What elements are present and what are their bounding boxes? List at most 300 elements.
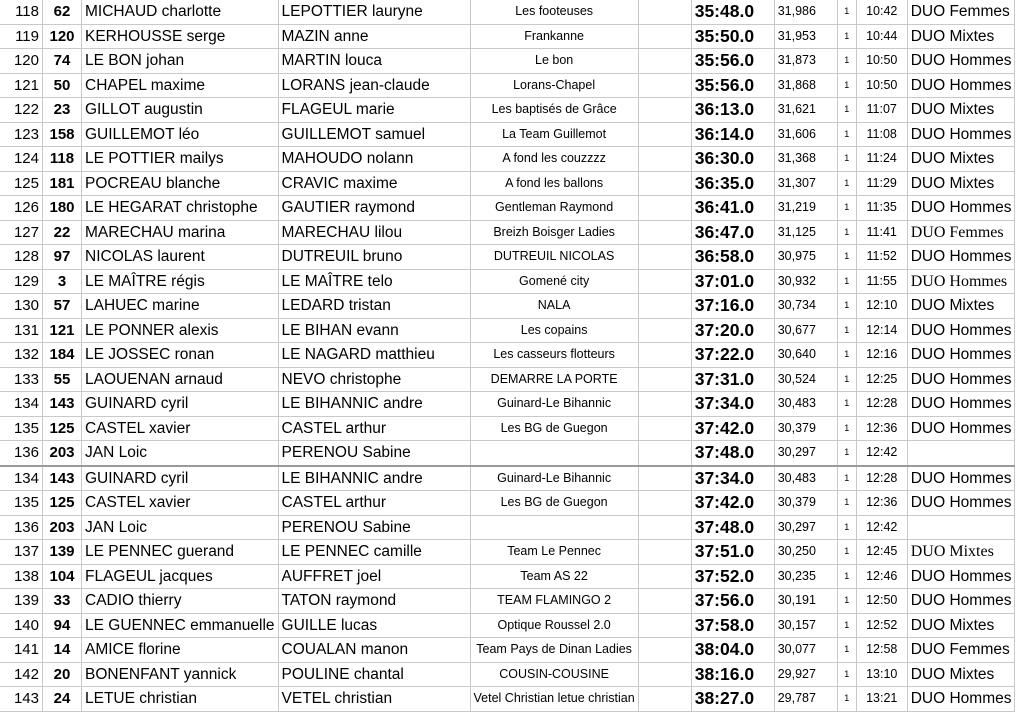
runner2-cell: AUFFRET joel [278, 564, 470, 589]
bib-cell: 181 [43, 171, 82, 196]
category-cell: DUO Hommes [907, 491, 1015, 516]
bib-cell: 3 [43, 269, 82, 294]
table-row [0, 564, 1015, 589]
gap-time-cell: 11:24 [856, 147, 907, 172]
bib-cell: 14 [43, 638, 82, 663]
rank-cell: 121 [0, 73, 43, 98]
gap-time-cell: 10:50 [856, 73, 907, 98]
speed-cell: 30,640 [774, 343, 837, 368]
team-cell: Team Le Pennec [470, 540, 638, 565]
time-cell: 38:04.0 [691, 638, 774, 663]
count-cell: 1 [837, 613, 856, 638]
runner2-cell: PERENOU Sabine [278, 441, 470, 466]
time-cell: 35:56.0 [691, 73, 774, 98]
empty-cell [638, 245, 691, 270]
empty-cell [638, 515, 691, 540]
count-cell: 1 [837, 416, 856, 441]
runner1-cell: CADIO thierry [82, 589, 279, 614]
rank-cell: 143 [0, 687, 43, 712]
count-cell: 1 [837, 220, 856, 245]
rank-cell: 140 [0, 613, 43, 638]
bib-cell: 55 [43, 367, 82, 392]
time-cell: 36:58.0 [691, 245, 774, 270]
table-row [0, 638, 1015, 663]
category-cell: DUO Hommes [907, 269, 1015, 294]
rank-cell: 133 [0, 367, 43, 392]
count-cell: 1 [837, 441, 856, 466]
table-row [0, 515, 1015, 540]
category-cell: DUO Mixtes [907, 147, 1015, 172]
rank-cell: 141 [0, 638, 43, 663]
team-cell: Les copains [470, 318, 638, 343]
time-cell: 37:34.0 [691, 392, 774, 417]
bib-cell: 23 [43, 98, 82, 123]
bib-cell: 94 [43, 613, 82, 638]
team-cell: Le bon [470, 49, 638, 74]
time-cell: 37:58.0 [691, 613, 774, 638]
rank-cell: 136 [0, 515, 43, 540]
runner2-cell: LE BIHAN evann [278, 318, 470, 343]
runner1-cell: NICOLAS laurent [82, 245, 279, 270]
runner2-cell: LEDARD tristan [278, 294, 470, 319]
gap-time-cell: 10:42 [856, 0, 907, 24]
runner1-cell: MARECHAU marina [82, 220, 279, 245]
runner1-cell: GUILLEMOT léo [82, 122, 279, 147]
runner2-cell: MAHOUDO nolann [278, 147, 470, 172]
runner1-cell: GUINARD cyril [82, 466, 279, 491]
runner2-cell: CASTEL arthur [278, 491, 470, 516]
team-cell [470, 515, 638, 540]
empty-cell [638, 49, 691, 74]
gap-time-cell: 12:50 [856, 589, 907, 614]
runner2-cell: LE BIHANNIC andre [278, 392, 470, 417]
runner1-cell: KERHOUSSE serge [82, 24, 279, 49]
speed-cell: 31,125 [774, 220, 837, 245]
team-cell: Frankanne [470, 24, 638, 49]
table-row [0, 196, 1015, 221]
runner1-cell: LE MAÎTRE régis [82, 269, 279, 294]
category-cell: DUO Hommes [907, 466, 1015, 491]
gap-time-cell: 11:29 [856, 171, 907, 196]
count-cell: 1 [837, 540, 856, 565]
time-cell: 37:34.0 [691, 466, 774, 491]
runner1-cell: AMICE florine [82, 638, 279, 663]
runner1-cell: LE PENNEC guerand [82, 540, 279, 565]
table-row [0, 122, 1015, 147]
runner2-cell: NEVO christophe [278, 367, 470, 392]
runner2-cell: POULINE chantal [278, 662, 470, 687]
rank-cell: 142 [0, 662, 43, 687]
count-cell: 1 [837, 294, 856, 319]
speed-cell: 31,606 [774, 122, 837, 147]
speed-cell: 31,621 [774, 98, 837, 123]
category-cell: DUO Hommes [907, 564, 1015, 589]
table-row [0, 613, 1015, 638]
time-cell: 37:48.0 [691, 441, 774, 466]
runner1-cell: CHAPEL maxime [82, 73, 279, 98]
gap-time-cell: 12:25 [856, 367, 907, 392]
bib-cell: 139 [43, 540, 82, 565]
rank-cell: 126 [0, 196, 43, 221]
team-cell: Team Pays de Dinan Ladies [470, 638, 638, 663]
count-cell: 1 [837, 98, 856, 123]
empty-cell [638, 294, 691, 319]
runner2-cell: TATON raymond [278, 589, 470, 614]
bib-cell: 50 [43, 73, 82, 98]
empty-cell [638, 269, 691, 294]
count-cell: 1 [837, 49, 856, 74]
table-row [0, 343, 1015, 368]
rank-cell: 118 [0, 0, 43, 24]
gap-time-cell: 12:36 [856, 491, 907, 516]
count-cell: 1 [837, 589, 856, 614]
table-row [0, 171, 1015, 196]
table-row [0, 491, 1015, 516]
runner1-cell: JAN Loic [82, 515, 279, 540]
empty-cell [638, 564, 691, 589]
category-cell: DUO Femmes [907, 220, 1015, 245]
category-cell: DUO Hommes [907, 687, 1015, 712]
team-cell: Team AS 22 [470, 564, 638, 589]
speed-cell: 31,953 [774, 24, 837, 49]
rank-cell: 131 [0, 318, 43, 343]
team-cell: Gomené city [470, 269, 638, 294]
count-cell: 1 [837, 367, 856, 392]
gap-time-cell: 12:10 [856, 294, 907, 319]
runner1-cell: GUINARD cyril [82, 392, 279, 417]
rank-cell: 124 [0, 147, 43, 172]
empty-cell [638, 0, 691, 24]
time-cell: 37:52.0 [691, 564, 774, 589]
bib-cell: 118 [43, 147, 82, 172]
category-cell: DUO Hommes [907, 318, 1015, 343]
count-cell: 1 [837, 122, 856, 147]
team-cell: DUTREUIL NICOLAS [470, 245, 638, 270]
empty-cell [638, 73, 691, 98]
runner2-cell: LE BIHANNIC andre [278, 466, 470, 491]
count-cell: 1 [837, 269, 856, 294]
runner1-cell: CASTEL xavier [82, 416, 279, 441]
speed-cell: 31,873 [774, 49, 837, 74]
runner2-cell: LE PENNEC camille [278, 540, 470, 565]
gap-time-cell: 13:21 [856, 687, 907, 712]
category-cell: DUO Hommes [907, 589, 1015, 614]
team-cell: NALA [470, 294, 638, 319]
speed-cell: 31,868 [774, 73, 837, 98]
runner1-cell: LE POTTIER mailys [82, 147, 279, 172]
empty-cell [638, 147, 691, 172]
gap-time-cell: 12:42 [856, 441, 907, 466]
count-cell: 1 [837, 196, 856, 221]
speed-cell: 30,297 [774, 441, 837, 466]
category-cell [907, 441, 1015, 466]
runner2-cell: GUILLEMOT samuel [278, 122, 470, 147]
rank-cell: 134 [0, 392, 43, 417]
gap-time-cell: 12:58 [856, 638, 907, 663]
time-cell: 37:22.0 [691, 343, 774, 368]
table-row [0, 294, 1015, 319]
category-cell: DUO Mixtes [907, 294, 1015, 319]
time-cell: 37:42.0 [691, 491, 774, 516]
team-cell: A fond les ballons [470, 171, 638, 196]
bib-cell: 125 [43, 491, 82, 516]
bib-cell: 57 [43, 294, 82, 319]
bib-cell: 203 [43, 515, 82, 540]
team-cell: Optique Roussel 2.0 [470, 613, 638, 638]
speed-cell: 30,297 [774, 515, 837, 540]
gap-time-cell: 11:35 [856, 196, 907, 221]
time-cell: 36:41.0 [691, 196, 774, 221]
runner2-cell: MAZIN anne [278, 24, 470, 49]
bib-cell: 120 [43, 24, 82, 49]
table-row [0, 98, 1015, 123]
count-cell: 1 [837, 638, 856, 663]
count-cell: 1 [837, 245, 856, 270]
runner1-cell: LE JOSSEC ronan [82, 343, 279, 368]
table-row [0, 147, 1015, 172]
gap-time-cell: 11:52 [856, 245, 907, 270]
category-cell: DUO Mixtes [907, 613, 1015, 638]
team-cell: TEAM FLAMINGO 2 [470, 589, 638, 614]
bib-cell: 184 [43, 343, 82, 368]
time-cell: 36:14.0 [691, 122, 774, 147]
empty-cell [638, 392, 691, 417]
table-row [0, 687, 1015, 712]
empty-cell [638, 687, 691, 712]
category-cell: DUO Hommes [907, 73, 1015, 98]
count-cell: 1 [837, 392, 856, 417]
speed-cell: 30,524 [774, 367, 837, 392]
category-cell: DUO Mixtes [907, 662, 1015, 687]
team-cell [470, 441, 638, 466]
empty-cell [638, 491, 691, 516]
speed-cell: 30,734 [774, 294, 837, 319]
gap-time-cell: 13:10 [856, 662, 907, 687]
speed-cell: 31,368 [774, 147, 837, 172]
empty-cell [638, 196, 691, 221]
table-row [0, 49, 1015, 74]
rank-cell: 136 [0, 441, 43, 466]
runner1-cell: GILLOT augustin [82, 98, 279, 123]
category-cell: DUO Hommes [907, 245, 1015, 270]
time-cell: 37:31.0 [691, 367, 774, 392]
bib-cell: 143 [43, 466, 82, 491]
team-cell: Guinard-Le Bihannic [470, 392, 638, 417]
gap-time-cell: 12:36 [856, 416, 907, 441]
speed-cell: 30,483 [774, 392, 837, 417]
team-cell: DEMARRE LA PORTE [470, 367, 638, 392]
empty-cell [638, 98, 691, 123]
runner1-cell: LE PONNER alexis [82, 318, 279, 343]
rank-cell: 127 [0, 220, 43, 245]
count-cell: 1 [837, 73, 856, 98]
rank-cell: 134 [0, 466, 43, 491]
runner2-cell: MARTIN louca [278, 49, 470, 74]
rank-cell: 135 [0, 491, 43, 516]
speed-cell: 30,077 [774, 638, 837, 663]
gap-time-cell: 12:42 [856, 515, 907, 540]
gap-time-cell: 12:28 [856, 466, 907, 491]
gap-time-cell: 11:55 [856, 269, 907, 294]
table-row [0, 662, 1015, 687]
count-cell: 1 [837, 24, 856, 49]
rank-cell: 129 [0, 269, 43, 294]
runner2-cell: PERENOU Sabine [278, 515, 470, 540]
team-cell: Les BG de Guegon [470, 491, 638, 516]
count-cell: 1 [837, 662, 856, 687]
category-cell: DUO Mixtes [907, 98, 1015, 123]
empty-cell [638, 367, 691, 392]
table-row [0, 0, 1015, 24]
count-cell: 1 [837, 515, 856, 540]
runner2-cell: VETEL christian [278, 687, 470, 712]
category-cell: DUO Mixtes [907, 540, 1015, 565]
table-row [0, 73, 1015, 98]
runner1-cell: LE BON johan [82, 49, 279, 74]
runner2-cell: LE NAGARD matthieu [278, 343, 470, 368]
category-cell: DUO Hommes [907, 392, 1015, 417]
category-cell: DUO Hommes [907, 343, 1015, 368]
time-cell: 35:48.0 [691, 0, 774, 24]
gap-time-cell: 10:50 [856, 49, 907, 74]
rank-cell: 132 [0, 343, 43, 368]
table-row [0, 24, 1015, 49]
time-cell: 36:35.0 [691, 171, 774, 196]
count-cell: 1 [837, 564, 856, 589]
speed-cell: 30,379 [774, 416, 837, 441]
team-cell: Les footeuses [470, 0, 638, 24]
gap-time-cell: 12:46 [856, 564, 907, 589]
rank-cell: 137 [0, 540, 43, 565]
speed-cell: 30,250 [774, 540, 837, 565]
runner2-cell: LEPOTTIER lauryne [278, 0, 470, 24]
team-cell: Lorans-Chapel [470, 73, 638, 98]
category-cell: DUO Femmes [907, 0, 1015, 24]
speed-cell: 30,932 [774, 269, 837, 294]
category-cell: DUO Mixtes [907, 171, 1015, 196]
category-cell: DUO Hommes [907, 367, 1015, 392]
runner1-cell: MICHAUD charlotte [82, 0, 279, 24]
table-row [0, 589, 1015, 614]
speed-cell: 30,191 [774, 589, 837, 614]
bib-cell: 121 [43, 318, 82, 343]
empty-cell [638, 171, 691, 196]
runner2-cell: DUTREUIL bruno [278, 245, 470, 270]
rank-cell: 119 [0, 24, 43, 49]
gap-time-cell: 10:44 [856, 24, 907, 49]
table-row [0, 318, 1015, 343]
time-cell: 36:30.0 [691, 147, 774, 172]
empty-cell [638, 589, 691, 614]
empty-cell [638, 318, 691, 343]
gap-time-cell: 12:16 [856, 343, 907, 368]
time-cell: 37:56.0 [691, 589, 774, 614]
count-cell: 1 [837, 318, 856, 343]
count-cell: 1 [837, 687, 856, 712]
bib-cell: 22 [43, 220, 82, 245]
count-cell: 1 [837, 0, 856, 24]
time-cell: 37:42.0 [691, 416, 774, 441]
speed-cell: 29,927 [774, 662, 837, 687]
category-cell: DUO Mixtes [907, 24, 1015, 49]
gap-time-cell: 12:52 [856, 613, 907, 638]
rank-cell: 123 [0, 122, 43, 147]
team-cell: Gentleman Raymond [470, 196, 638, 221]
team-cell: Les BG de Guegon [470, 416, 638, 441]
table-row [0, 416, 1015, 441]
speed-cell: 30,677 [774, 318, 837, 343]
count-cell: 1 [837, 466, 856, 491]
time-cell: 36:13.0 [691, 98, 774, 123]
bib-cell: 203 [43, 441, 82, 466]
bib-cell: 125 [43, 416, 82, 441]
gap-time-cell: 12:14 [856, 318, 907, 343]
rank-cell: 120 [0, 49, 43, 74]
empty-cell [638, 24, 691, 49]
gap-time-cell: 12:45 [856, 540, 907, 565]
speed-cell: 30,235 [774, 564, 837, 589]
team-cell: La Team Guillemot [470, 122, 638, 147]
speed-cell: 31,219 [774, 196, 837, 221]
empty-cell [638, 540, 691, 565]
gap-time-cell: 12:28 [856, 392, 907, 417]
empty-cell [638, 441, 691, 466]
empty-cell [638, 122, 691, 147]
bib-cell: 104 [43, 564, 82, 589]
category-cell: DUO Hommes [907, 122, 1015, 147]
time-cell: 38:27.0 [691, 687, 774, 712]
bib-cell: 158 [43, 122, 82, 147]
runner2-cell: CRAVIC maxime [278, 171, 470, 196]
runner1-cell: LE HEGARAT christophe [82, 196, 279, 221]
runner2-cell: GUILLE lucas [278, 613, 470, 638]
table-row [0, 466, 1015, 491]
empty-cell [638, 416, 691, 441]
bib-cell: 143 [43, 392, 82, 417]
table-row [0, 367, 1015, 392]
empty-cell [638, 466, 691, 491]
runner2-cell: LE MAÎTRE telo [278, 269, 470, 294]
team-cell: Vetel Christian letue christian [470, 687, 638, 712]
bib-cell: 97 [43, 245, 82, 270]
team-cell: A fond les couzzzz [470, 147, 638, 172]
time-cell: 36:47.0 [691, 220, 774, 245]
category-cell: DUO Hommes [907, 49, 1015, 74]
table-row [0, 392, 1015, 417]
empty-cell [638, 638, 691, 663]
runner2-cell: COUALAN manon [278, 638, 470, 663]
runner1-cell: LETUE christian [82, 687, 279, 712]
count-cell: 1 [837, 491, 856, 516]
rank-cell: 128 [0, 245, 43, 270]
team-cell: COUSIN-COUSINE [470, 662, 638, 687]
time-cell: 38:16.0 [691, 662, 774, 687]
bib-cell: 33 [43, 589, 82, 614]
time-cell: 37:01.0 [691, 269, 774, 294]
count-cell: 1 [837, 147, 856, 172]
empty-cell [638, 220, 691, 245]
speed-cell: 30,975 [774, 245, 837, 270]
table-row [0, 245, 1015, 270]
empty-cell [638, 613, 691, 638]
rank-cell: 130 [0, 294, 43, 319]
table-row [0, 540, 1015, 565]
speed-cell: 30,379 [774, 491, 837, 516]
empty-cell [638, 343, 691, 368]
category-cell: DUO Femmes [907, 638, 1015, 663]
speed-cell: 30,157 [774, 613, 837, 638]
table-row [0, 441, 1015, 466]
